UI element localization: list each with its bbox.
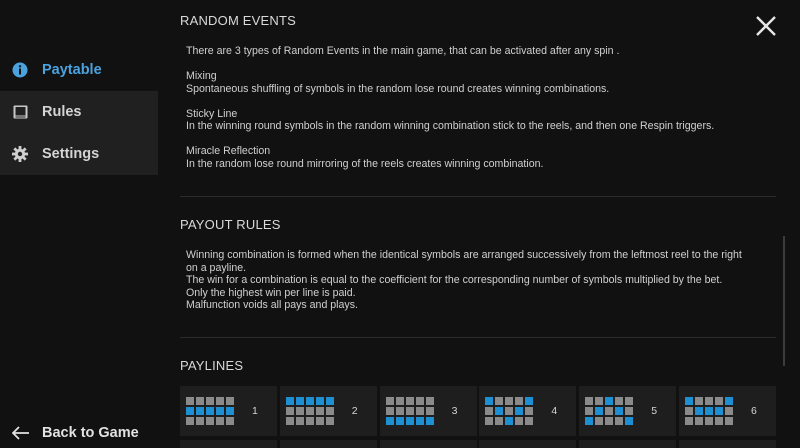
payline-symbol-slot — [186, 417, 194, 425]
payline-row2-1 — [180, 440, 277, 448]
payline-symbol-slot — [485, 397, 493, 405]
payline-symbol-slot — [595, 407, 603, 415]
payline-number: 1 — [252, 405, 258, 417]
book-icon — [12, 104, 28, 120]
payline-symbol-slot — [495, 397, 503, 405]
payline-symbol-slot — [386, 397, 394, 405]
paylines-title: PAYLINES — [180, 358, 244, 373]
payline-symbol-slot — [685, 407, 693, 415]
payline-symbol-slot — [715, 407, 723, 415]
miracle-reflection-text: In the random lose round mirroring of the reels creates winning combination. — [186, 157, 544, 170]
payline-symbol-slot — [206, 417, 214, 425]
payline-symbol-slot — [426, 417, 434, 425]
sticky-line-text: In the winning round symbols in the random winning combination stick to the reels, and then one Respin triggers. — [186, 120, 715, 132]
payline-symbol-slot — [515, 407, 523, 415]
payline-number: 6 — [750, 405, 757, 417]
payline-symbol-slot — [426, 397, 434, 405]
payline-symbol-slot — [505, 417, 513, 425]
payline-symbol-slot — [595, 397, 603, 405]
payline-symbol-slot — [725, 417, 733, 425]
payout-rules-line: on a payline. — [186, 261, 247, 274]
payline-4 — [479, 386, 576, 436]
sticky-line-title: Sticky Line — [186, 107, 238, 120]
payline-symbol-slot — [615, 417, 623, 425]
payline-symbol-slot — [715, 397, 723, 405]
payline-symbol-slot — [725, 397, 733, 405]
payline-pattern — [485, 397, 533, 425]
payline-symbol-slot — [615, 407, 623, 415]
payline-symbol-slot — [695, 417, 703, 425]
payline-symbol-slot — [306, 397, 314, 405]
payline-symbol-slot — [705, 407, 713, 415]
payline-pattern — [585, 397, 633, 425]
payline-symbol-slot — [326, 407, 334, 415]
arrow-left-icon — [12, 425, 30, 441]
payline-symbol-slot — [396, 397, 404, 405]
payline-symbol-slot — [515, 417, 523, 425]
payline-number: 4 — [551, 405, 558, 417]
payline-number: 3 — [451, 405, 458, 417]
payline-symbol-slot — [406, 417, 414, 425]
payline-symbol-slot — [495, 417, 503, 425]
payline-2 — [280, 386, 377, 436]
back-to-game-button[interactable] — [12, 422, 139, 444]
payline-symbol-slot — [615, 397, 623, 405]
payline-symbol-slot — [416, 417, 424, 425]
payline-5 — [579, 386, 676, 436]
info-icon — [12, 62, 28, 78]
mixing-title: Mixing — [186, 70, 217, 82]
payline-symbol-slot — [505, 407, 513, 415]
payline-row2-3 — [380, 440, 477, 448]
payline-symbol-slot — [296, 407, 304, 415]
payline-number: 2 — [351, 405, 358, 417]
payline-symbol-slot — [406, 407, 414, 415]
payline-symbol-slot — [485, 407, 493, 415]
payline-symbol-slot — [306, 407, 314, 415]
payline-symbol-slot — [216, 417, 224, 425]
payout-rules-line: Only the highest win per line is paid. — [186, 286, 356, 299]
payline-row2-5 — [579, 440, 676, 448]
payline-symbol-slot — [316, 397, 324, 405]
payline-symbol-slot — [605, 417, 613, 425]
payline-symbol-slot — [605, 407, 613, 415]
random-events-body — [186, 45, 714, 170]
payline-symbol-slot — [605, 397, 613, 405]
payline-symbol-slot — [416, 397, 424, 405]
payline-symbol-slot — [296, 397, 304, 405]
payline-symbol-slot — [286, 407, 294, 415]
sidebar-item-label: Paytable — [42, 62, 102, 78]
payline-symbol-slot — [396, 407, 404, 415]
payline-symbol-slot — [595, 417, 603, 425]
payline-symbol-slot — [505, 397, 513, 405]
back-to-game-label: Back to Game — [42, 425, 139, 441]
payline-symbol-slot — [196, 417, 204, 425]
payout-rules-line: Winning combination is formed when the identical symbols are arranged successively from the leftmost reel to the right — [186, 249, 742, 261]
miracle-reflection-title: Miracle Reflection — [186, 145, 271, 157]
payline-symbol-slot — [625, 417, 633, 425]
mixing-text: Spontaneous shuffling of symbols in the random lose round creates winning combinations. — [186, 82, 610, 95]
payline-symbol-slot — [306, 417, 314, 425]
payout-rules-title: PAYOUT RULES — [180, 217, 281, 232]
payline-symbol-slot — [286, 397, 294, 405]
payline-1 — [180, 386, 277, 436]
payline-symbol-slot — [695, 397, 703, 405]
payline-symbol-slot — [196, 397, 204, 405]
sidebar-item-label: Rules — [42, 104, 82, 120]
payline-symbol-slot — [625, 397, 633, 405]
payline-row2-2 — [280, 440, 377, 448]
payline-symbol-slot — [495, 407, 503, 415]
payline-pattern — [685, 397, 733, 425]
payline-symbol-slot — [216, 397, 224, 405]
payline-symbol-slot — [216, 407, 224, 415]
sidebar — [0, 0, 158, 448]
payout-rules-body — [186, 249, 742, 312]
payline-symbol-slot — [386, 407, 394, 415]
payline-row2-4 — [479, 440, 576, 448]
payline-symbol-slot — [226, 417, 234, 425]
payline-row2-6 — [679, 440, 776, 448]
payline-symbol-slot — [196, 407, 204, 415]
sidebar-item-paytable[interactable] — [0, 49, 158, 91]
payline-symbol-slot — [485, 417, 493, 425]
scrollbar-thumb[interactable] — [783, 236, 785, 366]
payline-symbol-slot — [406, 397, 414, 405]
payline-symbol-slot — [585, 397, 593, 405]
payline-symbol-slot — [705, 417, 713, 425]
payline-symbol-slot — [286, 417, 294, 425]
payout-rules-line: Malfunction voids all pays and plays. — [186, 299, 358, 311]
payline-symbol-slot — [206, 407, 214, 415]
sidebar-item-label: Settings — [42, 146, 100, 162]
payline-symbol-slot — [296, 417, 304, 425]
payline-symbol-slot — [525, 407, 533, 415]
close-icon — [754, 14, 778, 38]
payline-symbol-slot — [525, 417, 533, 425]
payline-symbol-slot — [186, 397, 194, 405]
payline-symbol-slot — [625, 407, 633, 415]
payline-symbol-slot — [585, 417, 593, 425]
payline-pattern — [186, 397, 234, 425]
payline-symbol-slot — [685, 417, 693, 425]
payline-symbol-slot — [515, 397, 523, 405]
payline-symbol-slot — [206, 397, 214, 405]
payline-symbol-slot — [695, 407, 703, 415]
payline-6 — [679, 386, 776, 436]
payline-symbol-slot — [715, 417, 723, 425]
payline-symbol-slot — [585, 407, 593, 415]
payline-symbol-slot — [416, 407, 424, 415]
sidebar-menu — [0, 49, 158, 175]
close-button[interactable] — [754, 14, 778, 38]
payline-symbol-slot — [326, 417, 334, 425]
payline-pattern — [386, 397, 434, 425]
section-divider — [180, 196, 776, 197]
random-events-title: RANDOM EVENTS — [180, 13, 297, 28]
sidebar-item-settings[interactable] — [0, 133, 158, 175]
paylines-grid — [180, 386, 776, 448]
section-divider — [180, 337, 776, 338]
sidebar-item-rules[interactable] — [0, 91, 158, 133]
payline-symbol-slot — [426, 407, 434, 415]
payline-3 — [380, 386, 477, 436]
paytable-content — [158, 0, 800, 448]
payline-pattern — [286, 397, 334, 425]
payline-symbol-slot — [705, 397, 713, 405]
payline-number: 5 — [651, 405, 658, 417]
random-events-intro: There are 3 types of Random Events in the main game, that can be activated after any spin . — [186, 45, 620, 57]
payline-symbol-slot — [316, 417, 324, 425]
payline-symbol-slot — [316, 407, 324, 415]
payout-rules-line: The win for a combination is equal to the coefficient for the corresponding number of symbols multiplied by the bet. — [186, 274, 723, 286]
payline-symbol-slot — [525, 397, 533, 405]
payline-symbol-slot — [396, 417, 404, 425]
payline-symbol-slot — [685, 397, 693, 405]
payline-symbol-slot — [725, 407, 733, 415]
payline-symbol-slot — [326, 397, 334, 405]
payline-symbol-slot — [226, 407, 234, 415]
payline-symbol-slot — [386, 417, 394, 425]
payline-symbol-slot — [186, 407, 194, 415]
gear-icon — [12, 146, 28, 162]
payline-symbol-slot — [226, 397, 234, 405]
